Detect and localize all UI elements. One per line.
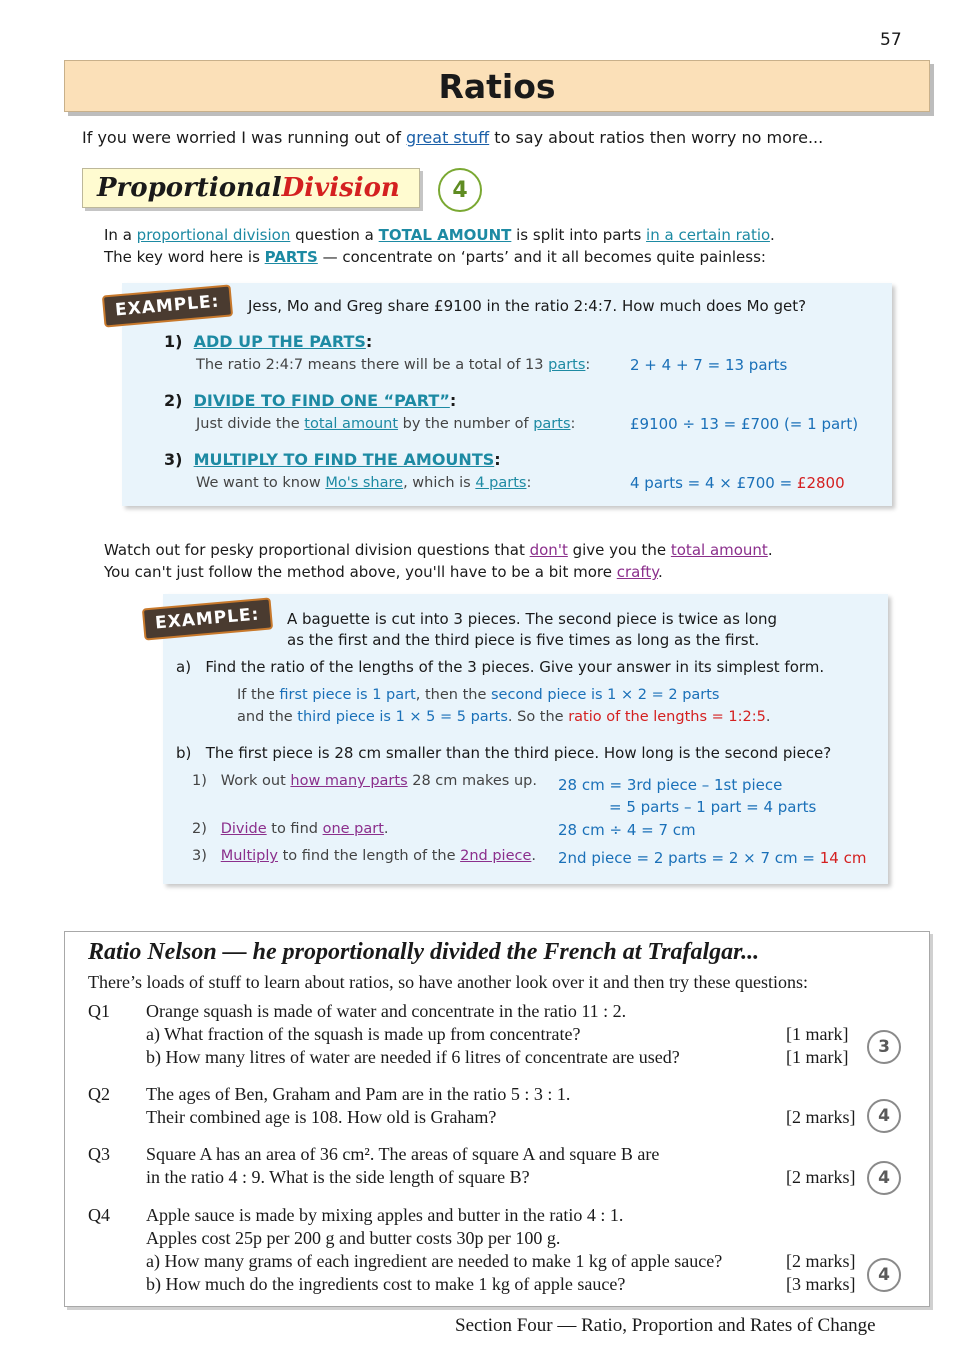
link-2nd-piece[interactable]: 2nd piece [460,848,532,864]
step-title: MULTIPLY TO FIND THE AMOUNTS [193,450,495,469]
step-2: 2) DIVIDE TO FIND ONE “PART”: Just divide the total amount by the number of parts: [164,391,576,432]
question-line: in the ratio 4 : 9. What is the side length of square B? [146,1167,530,1187]
marks-label: [2 marks] [786,1107,856,1127]
grade-badge-icon [438,168,482,212]
intro-pre: If you were worried I was running out of [82,128,407,147]
link-total-amount-2[interactable]: total amount [670,541,768,559]
part-b-step-1: 1) Work out how many parts 28 cm makes up. [192,773,537,789]
question-line: Apples cost 25p per 200 g and butter costs 30p per 100 g. [146,1228,561,1248]
part-b-question: b) The first piece is 28 cm smaller than the third piece. How long is the second piece? [176,744,832,762]
link-mos-share[interactable]: Mo's share [325,475,404,491]
question-line: Square A has an area of 36 cm². The areas of square A and square B are [146,1144,660,1164]
link-parts[interactable]: parts [533,416,571,432]
marks-label: [3 marks] [786,1274,856,1294]
grade-badge-icon [867,1258,901,1292]
questions-title: Ratio Nelson — he proportionally divided the French at Trafalgar... [88,939,760,965]
total-amount-term: TOTAL AMOUNT [378,226,512,244]
part-b-step-2-calc: 28 cm ÷ 4 = 7 cm [558,821,696,839]
warning-paragraph [104,539,773,583]
step-title: DIVIDE TO FIND ONE “PART” [193,391,450,410]
marks-label: [1 mark] [786,1047,849,1067]
warning-line2: You can't just follow the method above, you'll have to be a bit more crafty. [104,563,663,581]
step-1-calc: 2 + 4 + 7 = 13 parts [630,356,788,374]
marks-label: [2 marks] [786,1251,856,1271]
grade-badge-icon [867,1161,901,1195]
link-crafty[interactable]: crafty [616,563,658,581]
link-how-many-parts[interactable]: how many parts [290,773,408,789]
question-number: Q4 [88,1205,110,1225]
example1-question: Jess, Mo and Greg share £9100 in the ratio 2:4:7. How much does Mo get? [248,297,807,315]
link-dont[interactable]: don't [529,541,568,559]
questions-intro: There’s loads of stuff to learn about ratios, so have another look over it and then try these questions: [88,972,808,992]
parts-term: PARTS [264,248,318,266]
part-b-step-3-calc: 2nd piece = 2 parts = 2 × 7 cm = 14 cm [558,849,867,867]
question-number: Q3 [88,1144,110,1164]
step-1: 1) ADD UP THE PARTS: The ratio 2:4:7 means there will be a total of 13 parts: [164,332,591,373]
section-heading [82,168,420,208]
link-divide[interactable]: Divide [220,821,267,837]
intro-paragraph-line2: The key word here is PARTS — concentrate on ‘parts’ and it all becomes quite painless: [104,248,766,266]
example2-question-line2: as the first and the third piece is five times as long as the first. [287,631,760,649]
part-b-step-1-calc: 28 cm = 3rd piece – 1st piece = 5 parts – 1 part = 4 parts [558,776,817,816]
question-line: a) How many grams of each ingredient are needed to make 1 kg of apple sauce? [146,1251,723,1271]
grade-badge-icon [867,1030,901,1064]
page-title: Ratios [438,66,556,106]
question-line: b) How many litres of water are needed if 6 litres of concentrate are used? [146,1047,680,1067]
grade-value: 4 [878,1168,890,1188]
section-word2: Division [281,173,400,203]
step-3: 3) MULTIPLY TO FIND THE AMOUNTS: We want to know Mo's share, which is 4 parts: [164,450,532,491]
example-label-1: EXAMPLE: [102,284,233,327]
question-number: Q2 [88,1084,110,1104]
part-b-step-2: 2) Divide to find one part. [192,821,389,837]
step-2-calc: £9100 ÷ 13 = £700 (= 1 part) [630,415,859,433]
link-total-amount[interactable]: total amount [304,416,399,432]
part-a-line1: If the first piece is 1 part, then the second piece is 1 × 2 = 2 parts [237,687,720,703]
part-a-question: a) Find the ratio of the lengths of the 3 pieces. Give your answer in its simplest form. [176,658,825,676]
link-one-part[interactable]: one part [322,821,384,837]
grade-value: 4 [452,177,468,203]
section-word1: Proportional [97,173,282,203]
link-4-parts[interactable]: 4 parts [475,475,527,491]
example2-question [287,609,777,651]
link-parts[interactable]: parts [548,357,586,373]
part-a-line2: and the third piece is 1 × 5 = 5 parts. So the ratio of the lengths = 1:2:5. [237,709,771,725]
question-line: Their combined age is 108. How old is Graham? [146,1107,497,1127]
link-proportional-division[interactable]: proportional division [136,226,291,244]
part-b-step-3: 3) Multiply to find the length of the 2nd piece. [192,848,537,864]
marks-label: [2 marks] [786,1167,856,1187]
question-line: Orange squash is made of water and concentrate in the ratio 11 : 2. [146,1001,627,1021]
question-number: Q1 [88,1001,110,1021]
part-a-working [237,684,770,728]
question-line: a) What fraction of the squash is made up from concentrate? [146,1024,581,1044]
title-banner [64,60,930,112]
question-line: The ages of Ben, Graham and Pam are in the ratio 5 : 3 : 1. [146,1084,571,1104]
ratio-answer: ratio of the lengths = 1:2:5 [568,709,766,725]
marks-label: [1 mark] [786,1024,849,1044]
grade-value: 4 [878,1106,890,1126]
answer-highlight: £2800 [796,474,845,492]
grade-value: 3 [878,1037,890,1057]
step-number: 1) [164,332,183,351]
intro-paragraph [104,224,775,268]
step-3-calc: 4 parts = 4 × £700 = £2800 [630,474,845,492]
answer-highlight: 14 cm [819,849,867,867]
step-title: ADD UP THE PARTS [193,332,366,351]
question-line: Apple sauce is made by mixing apples and butter in the ratio 4 : 1. [146,1205,624,1225]
question-line: b) How much do the ingredients cost to make 1 kg of apple sauce? [146,1274,626,1294]
example-label-2: EXAMPLE: [142,597,273,640]
page-number: 57 [880,30,902,50]
intro-paragraph-line1: In a proportional division question a TOTAL AMOUNT is split into parts in a certain ratio. [104,226,775,244]
link-certain-ratio[interactable]: in a certain ratio [646,226,770,244]
link-multiply[interactable]: Multiply [220,848,278,864]
step-number: 3) [164,450,183,469]
warning-line1: Watch out for pesky proportional division questions that don't give you the total amount. [104,541,773,559]
step-number: 2) [164,391,183,410]
intro-text [82,128,823,147]
example2-question-line1: A baguette is cut into 3 pieces. The second piece is twice as long [287,610,778,628]
intro-post: to say about ratios then worry no more... [489,128,824,147]
footer-section-title: Section Four — Ratio, Proportion and Rates of Change [455,1315,876,1336]
grade-value: 4 [878,1265,890,1285]
grade-badge-icon [867,1099,901,1133]
intro-link[interactable]: great stuff [406,128,490,147]
